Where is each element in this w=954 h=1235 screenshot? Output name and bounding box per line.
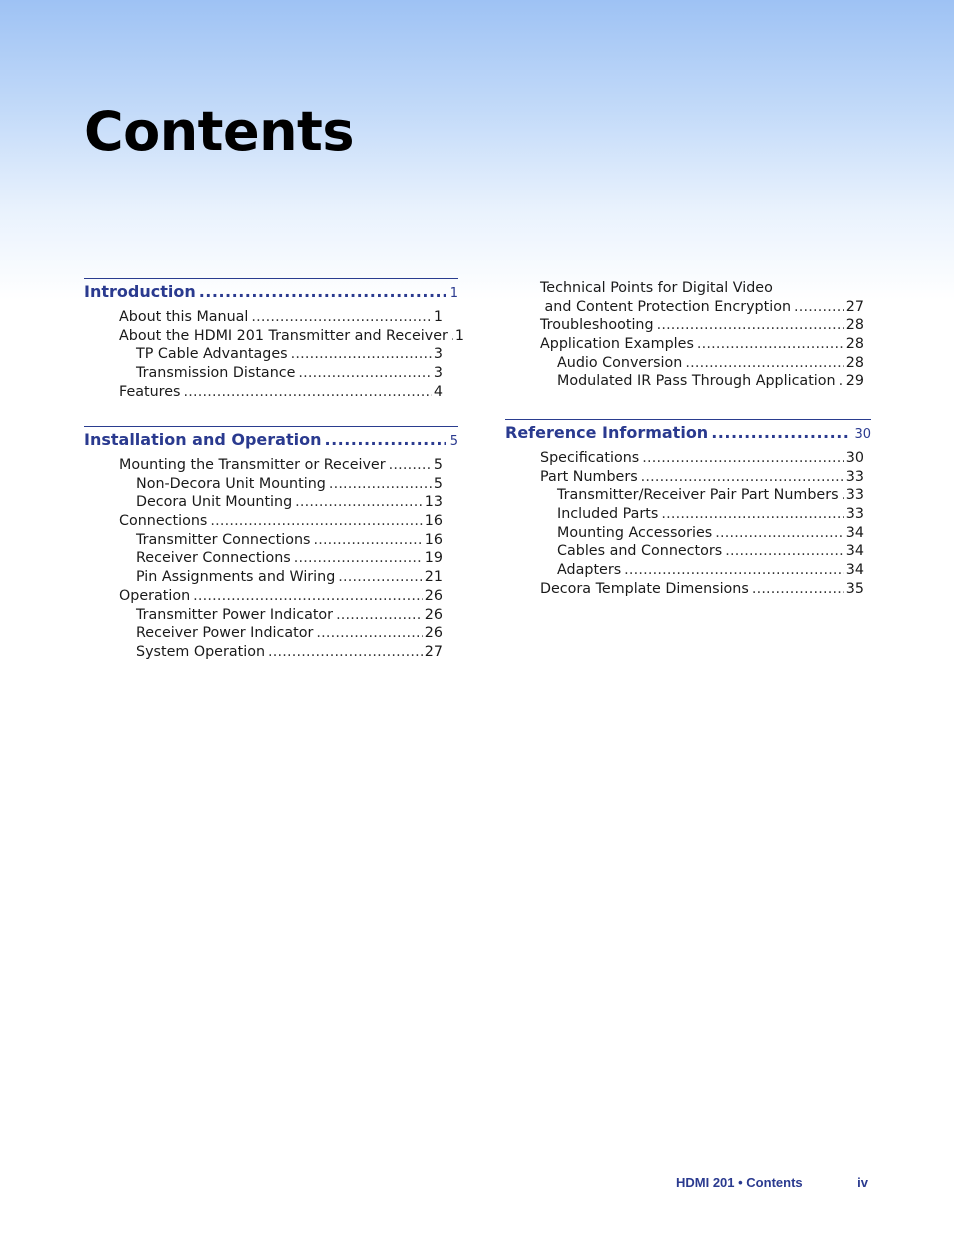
leader-dots <box>183 383 431 402</box>
toc-entry-label: Part Numbers <box>540 468 638 485</box>
section-heading-installation[interactable] <box>84 426 458 449</box>
leader-dots <box>338 568 423 587</box>
toc-section-continued <box>505 279 871 391</box>
leader-dots <box>642 449 844 468</box>
toc-entry-label: Adapters <box>557 562 622 579</box>
toc-entry[interactable] <box>505 354 864 373</box>
toc-entry[interactable] <box>84 568 443 587</box>
leader-dots <box>251 308 431 327</box>
toc-entry-page: 35 <box>845 580 864 597</box>
toc-entry[interactable] <box>84 345 443 364</box>
toc-entry-label: Troubleshooting <box>540 317 654 334</box>
leader-dots <box>324 430 445 449</box>
toc-entry-page: 34 <box>845 562 864 579</box>
leader-dots <box>624 561 844 580</box>
leader-dots <box>210 512 422 531</box>
toc-entry[interactable] <box>505 298 864 317</box>
section-heading-introduction[interactable] <box>84 278 458 301</box>
toc-section-introduction <box>84 278 465 401</box>
leader-dots <box>291 345 432 364</box>
leader-dots <box>193 587 423 606</box>
toc-entry-label: About the HDMI 201 Transmitter and Receiver <box>119 327 448 344</box>
toc-entry-page: 16 <box>424 513 443 530</box>
toc-entry[interactable] <box>505 542 864 561</box>
toc-entry-label: Transmitter/Receiver Pair Part Numbers <box>557 487 839 504</box>
toc-entry-label: Cables and Connectors <box>557 543 723 560</box>
toc-entry-label: Technical Points for Digital Video <box>540 280 773 296</box>
toc-entry[interactable] <box>84 624 443 643</box>
leader-dots <box>313 531 422 550</box>
toc-entry[interactable] <box>84 643 443 662</box>
leader-dots <box>329 475 432 494</box>
toc-entry-label: Transmitter Power Indicator <box>136 606 334 623</box>
leader-dots <box>641 468 844 487</box>
leader-dots <box>298 364 431 383</box>
toc-entry-page: 1 <box>433 309 443 325</box>
toc-list-introduction <box>84 308 465 401</box>
leader-dots <box>389 456 432 475</box>
toc-entry-page: 30 <box>845 450 864 466</box>
toc-entry[interactable] <box>84 475 443 494</box>
toc-entry[interactable] <box>84 512 443 531</box>
toc-entry-label: Features <box>119 383 181 400</box>
toc-entry-label: Connections <box>119 513 208 530</box>
toc-entry-label: Transmission Distance <box>136 365 296 382</box>
section-page: 5 <box>449 434 458 449</box>
leader-dots <box>697 335 844 354</box>
leader-dots <box>752 580 844 599</box>
toc-entry-page: 5 <box>433 457 443 473</box>
toc-entry[interactable] <box>505 316 864 335</box>
toc-entry-label: System Operation <box>136 643 266 660</box>
toc-entry[interactable] <box>84 327 465 346</box>
toc-entry-page: 4 <box>433 383 443 400</box>
toc-entry-page: 27 <box>424 643 443 660</box>
toc-entry[interactable] <box>505 561 864 580</box>
toc-entry-page: 13 <box>424 494 443 511</box>
toc-entry-page: 3 <box>433 346 443 363</box>
page-footer <box>676 1175 868 1190</box>
leader-dots <box>842 486 844 505</box>
leader-dots <box>839 372 844 391</box>
toc-entry-page: 21 <box>424 569 443 586</box>
leader-dots <box>657 316 844 335</box>
toc-entry-label: TP Cable Advantages <box>136 346 288 363</box>
toc-entry[interactable] <box>84 549 443 568</box>
toc-entry-page: 33 <box>845 506 864 523</box>
toc-entry-page: 28 <box>845 336 864 353</box>
toc-entry-label: Decora Template Dimensions <box>540 580 749 597</box>
toc-entry-label: Included Parts <box>557 506 659 523</box>
section-title: Installation and Operation <box>84 430 322 449</box>
toc-entry-page: 3 <box>433 365 443 382</box>
toc-entry-label: Audio Conversion <box>557 354 683 371</box>
toc-entry-page: 19 <box>424 550 443 567</box>
toc-entry[interactable] <box>84 308 443 327</box>
toc-entry[interactable] <box>84 456 443 475</box>
section-page: 1 <box>449 286 458 301</box>
toc-entry[interactable] <box>505 279 864 298</box>
toc-section-installation <box>84 426 458 662</box>
toc-entry[interactable] <box>84 606 443 625</box>
section-heading-reference[interactable] <box>505 419 871 442</box>
toc-entry-label: Operation <box>119 587 191 604</box>
leader-dots <box>685 354 843 373</box>
toc-entry-label: Modulated IR Pass Through Application <box>557 373 836 390</box>
toc-entry[interactable] <box>505 449 864 468</box>
toc-entry-label: and Content Protection Encryption <box>540 298 792 315</box>
leader-dots <box>725 542 844 561</box>
toc-entry[interactable] <box>84 383 443 402</box>
toc-entry[interactable] <box>84 493 443 512</box>
toc-entry-page: 5 <box>433 475 443 492</box>
leader-dots <box>715 524 844 543</box>
toc-entry[interactable] <box>84 364 443 383</box>
toc-entry-page: 26 <box>424 606 443 623</box>
toc-entry-label: Mounting the Transmitter or Receiver <box>119 457 386 473</box>
leader-dots <box>295 493 423 512</box>
toc-entry[interactable] <box>84 531 443 550</box>
leader-dots <box>199 282 446 301</box>
toc-entry-label: Non-Decora Unit Mounting <box>136 475 326 492</box>
toc-entry-page: 34 <box>845 524 864 541</box>
toc-entry[interactable] <box>505 524 864 543</box>
toc-list-reference <box>505 449 864 599</box>
toc-entry-label: Transmitter Connections <box>136 531 311 548</box>
section-title: Introduction <box>84 282 196 301</box>
footer-page-number: iv <box>857 1175 868 1190</box>
section-title: Reference Information <box>505 423 709 442</box>
toc-list-installation <box>84 456 443 662</box>
section-page: 30 <box>854 427 871 442</box>
toc-entry[interactable] <box>505 468 864 487</box>
toc-entry-label: About this Manual <box>119 309 249 325</box>
toc-entry-page: 16 <box>424 531 443 548</box>
toc-entry-label: Mounting Accessories <box>557 524 713 541</box>
toc-entry-label: Specifications <box>540 450 640 466</box>
toc-entry-page: 1 <box>454 327 465 344</box>
toc-entry-page: 28 <box>845 354 864 371</box>
toc-entry-label: Decora Unit Mounting <box>136 494 293 511</box>
toc-entry[interactable] <box>505 372 864 391</box>
toc-entry[interactable] <box>505 335 864 354</box>
toc-entry-page: 33 <box>845 487 864 504</box>
toc-entry-page: 27 <box>845 298 864 315</box>
leader-dots <box>268 643 423 662</box>
toc-entry[interactable] <box>505 505 864 524</box>
toc-entry-page: 26 <box>424 625 443 642</box>
toc-entry-page: 26 <box>424 587 443 604</box>
toc-entry-label: Application Examples <box>540 336 694 353</box>
toc-entry[interactable] <box>505 486 864 505</box>
toc-entry-label: Receiver Connections <box>136 550 291 567</box>
leader-dots <box>711 423 850 442</box>
toc-section-reference <box>505 419 871 599</box>
toc-list-continued <box>505 279 864 391</box>
leader-dots <box>294 549 423 568</box>
leader-dots <box>336 606 423 625</box>
leader-dots <box>316 624 422 643</box>
toc-entry-page: 33 <box>845 468 864 485</box>
toc-entry-page: 28 <box>845 317 864 334</box>
toc-entry-page: 29 <box>845 373 864 390</box>
toc-entry[interactable] <box>84 587 443 606</box>
page-title: Contents <box>84 100 355 163</box>
leader-dots <box>661 505 843 524</box>
leader-dots <box>794 298 844 317</box>
toc-entry-label: Pin Assignments and Wiring <box>136 569 336 586</box>
leader-dots <box>451 327 453 346</box>
toc-entry-page: 34 <box>845 543 864 560</box>
footer-doc-title: HDMI 201 • Contents <box>676 1175 803 1190</box>
toc-entry[interactable] <box>505 580 864 599</box>
toc-entry-label: Receiver Power Indicator <box>136 625 314 642</box>
